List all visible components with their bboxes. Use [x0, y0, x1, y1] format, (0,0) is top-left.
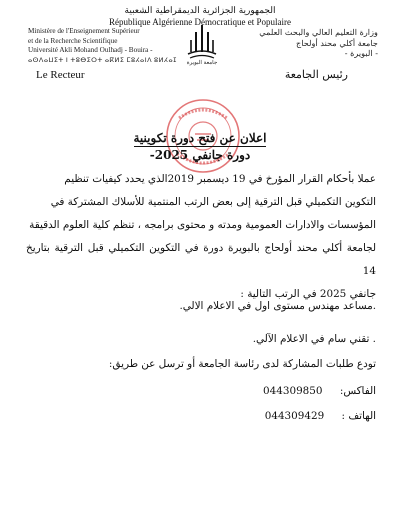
header-ar-republic: الجمهورية الجزائرية الديمقراطية الشعبية: [124, 6, 276, 16]
phone-row: [265, 410, 376, 422]
body-line: لجامعة أكلي محند أولحاج بالبويرة دورة في التكوين التكميلي قبل الترقية بتاريخ 14: [26, 242, 376, 277]
phone-number: 044309429: [264, 410, 325, 422]
header-left-line: et de la Recherche Scientifique: [28, 36, 118, 45]
header-right-line: جامعة أكلي محند أولحاج: [295, 37, 378, 48]
university-logo: [185, 22, 219, 64]
header-fr-republic: République Algérienne Démocratique et Populaire: [109, 17, 291, 27]
header-right-block: [238, 27, 378, 59]
rector-title-ar: رئيس الجامعة: [284, 68, 348, 81]
header-left-tifinagh: ⴰⵙⴷⴰⵡⵉⵜ ⵏ ⵜⵓⴱⵉⵔⵜ ⴰⴽⵍⵉ ⵎⵓⵃⴰⵏⴷ ⵓⵍⵃⴰⵊ: [28, 56, 177, 64]
body-line: التكوين التكميلي قبل الترقية إلى بعض الرتب المنتمية للأسلاك المشتركة في: [50, 196, 376, 208]
body-line: المؤسسات والادارات العمومية ومدته و محتوى برامجه ، تنظم كلية العلوم الدقيقة: [29, 219, 376, 231]
header-left-line: Université Akli Mohand Oulhadj - Bouira -: [28, 46, 153, 54]
header-left-block: [28, 27, 178, 65]
body-line: عملا بأحكام القرار المؤرخ في 19 ديسمبر 2019الذي يحدد كيفيات تنظيم: [64, 173, 376, 185]
announcement-title: [0, 131, 400, 145]
grade-list-item: .مساعد مهندس مستوى اول في الاعلام الالي.: [179, 300, 376, 312]
announcement-title-text: اعلان عن فتح دورة تكوينية: [133, 131, 267, 145]
announcement-subtitle: دورة جانفي 2025-: [149, 148, 251, 162]
body-line: جانفي 2025 في الرتب التالية :: [240, 288, 376, 300]
header-left-line: Ministère de l'Enseignement Supérieur: [28, 27, 140, 35]
fax-row: [263, 385, 376, 397]
body-paragraph: [26, 168, 376, 306]
header-right-line: وزارة التعليم العالي والبحث العلمي: [259, 27, 378, 37]
logo-caption: جامعة البويرة: [186, 60, 218, 66]
header-right-line: - البويرة -: [344, 48, 378, 58]
fax-label: الفاكس:: [339, 385, 376, 397]
phone-label: الهاتف :: [341, 410, 376, 422]
grade-list-item: . تقني سام في الاعلام الآلي.: [252, 333, 376, 345]
submission-note: تودع طلبات المشاركة لدى رئاسة الجامعة أو ترسل عن طريق:: [108, 358, 376, 370]
fax-number: 044309850: [263, 385, 323, 397]
rector-title-fr: Le Recteur: [36, 69, 85, 81]
